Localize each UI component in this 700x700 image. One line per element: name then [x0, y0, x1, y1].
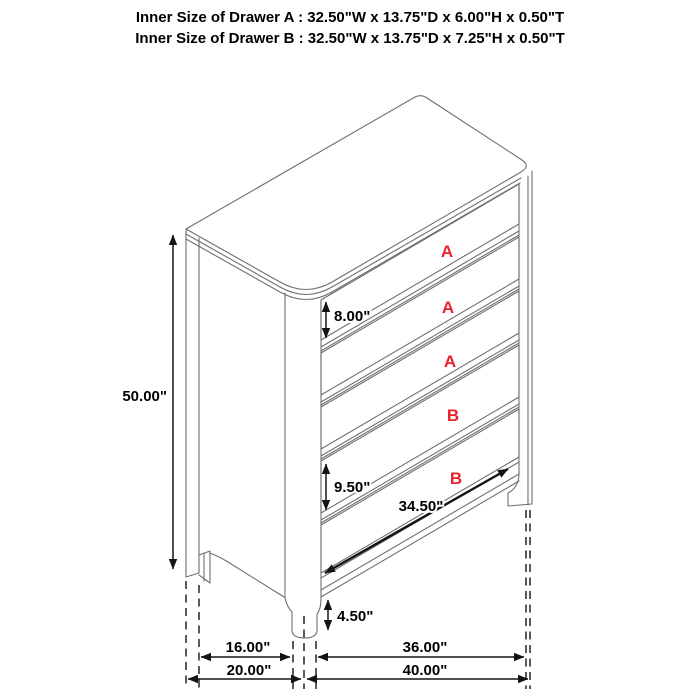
dim-leg-height: [328, 600, 373, 630]
overall-depth-value: 20.00": [226, 662, 272, 679]
leg-height-value: 4.50": [337, 608, 374, 625]
drawer-label-b2: B: [449, 469, 463, 488]
drawer-label-a3: A: [443, 352, 457, 371]
back-leg-bottom: [186, 573, 199, 577]
front-left-post-front-edge: [317, 300, 321, 631]
dim-drawer-b-height: [326, 464, 370, 510]
drawer-label-a1: A: [440, 242, 454, 261]
rail-1-lines: [321, 231, 519, 351]
front-left-post-side-edge: [285, 293, 292, 631]
dim-overall-depth: [188, 662, 301, 679]
side-apron-arch: [210, 553, 284, 597]
depth-between-legs-value: 16.00": [225, 639, 271, 656]
chest-top-edge-line-1: [186, 178, 521, 295]
drawer-label-a2: A: [441, 298, 455, 317]
rail-3-lines: [321, 340, 519, 459]
overall-width-value: 40.00": [402, 662, 448, 679]
drawer-b-height-value: 9.50": [334, 479, 371, 496]
inner-size-drawer-a-text: Inner Size of Drawer A : 32.50"W x 13.75"D x 6.00"H x 0.50"T: [135, 9, 565, 26]
width-between-legs-value: 36.00": [402, 639, 448, 656]
drawer-label-b1: B: [446, 406, 460, 425]
drawer-a-height-value: 8.00": [334, 308, 371, 325]
drawer-front-width-value: 34.50": [398, 498, 444, 515]
dim-depth-between-legs: [201, 639, 290, 657]
chest-drawing: [186, 96, 532, 638]
dim-overall-width: [307, 662, 528, 679]
rail-2-lines: [321, 286, 519, 405]
dim-overall-height: [122, 235, 173, 569]
overall-height-value: 50.00": [122, 388, 167, 405]
dim-width-between-legs: [318, 639, 524, 657]
inner-size-drawer-b-text: Inner Size of Drawer B : 32.50"W x 13.75"D x 7.25"H x 0.50"T: [135, 30, 565, 47]
